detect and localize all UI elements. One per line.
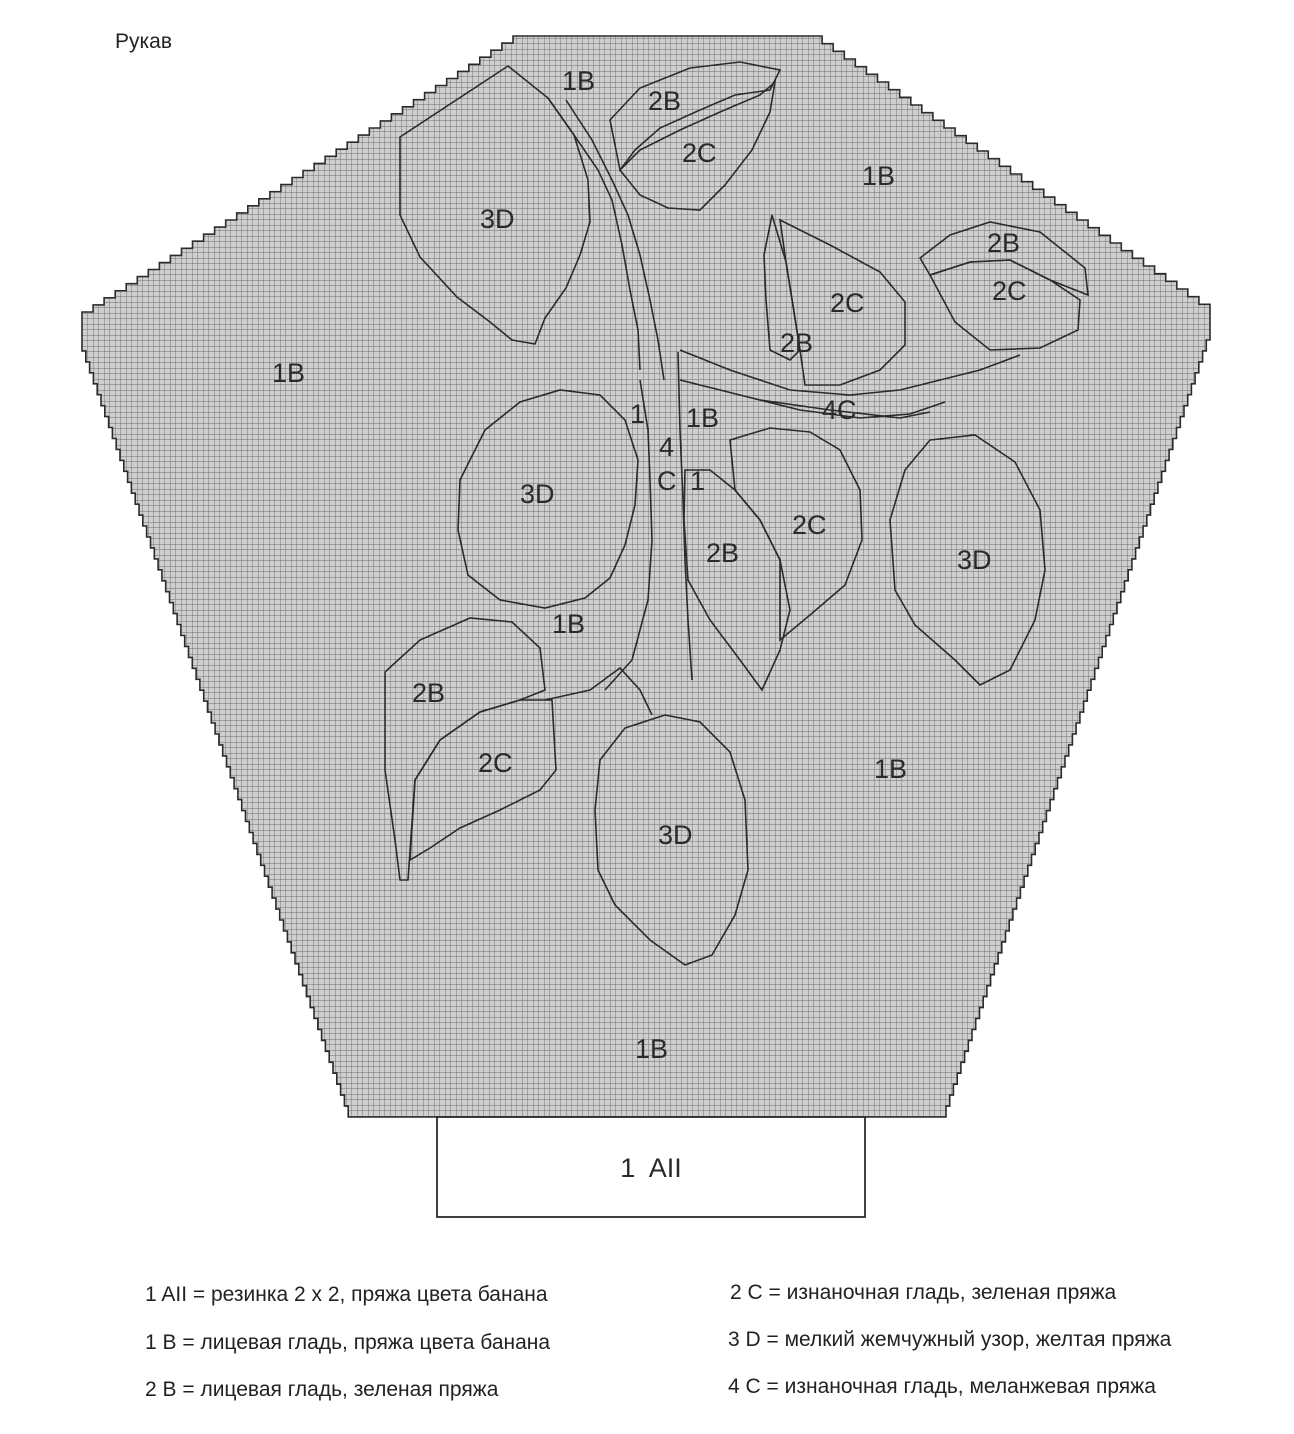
zone-label-1b-mid: 1B	[552, 609, 586, 639]
zone-label-2b-lower-left: 2B	[412, 678, 446, 708]
zone-label-3d-center: 3D	[520, 479, 555, 509]
zone-label-1b-bottom: 1B	[635, 1034, 669, 1064]
zone-label-2b-top: 2B	[648, 86, 682, 116]
legend-item-3d: 3 D = мелкий жемчужный узор, желтая пряжа	[728, 1328, 1172, 1351]
zone-label-2c-middle: 2C	[830, 288, 865, 318]
zone-label-3d-lower: 3D	[658, 820, 693, 850]
zone-label-1b-upper-right: 1B	[862, 161, 896, 191]
ribbing-label: 1 AII	[620, 1153, 682, 1183]
legend-item-2b: 2 В = лицевая гладь, зеленая пряжа	[145, 1378, 499, 1401]
zone-label-2b-right: 2B	[987, 228, 1021, 258]
zone-label-1-small: 1	[630, 399, 646, 429]
zone-label-2b-middle: 2B	[780, 328, 814, 358]
zone-label-c-vertical: C	[657, 466, 677, 496]
legend-item-4c: 4 С = изнаночная гладь, меланжевая пряжа	[728, 1375, 1156, 1398]
zone-label-1b-lower-right: 1B	[874, 754, 908, 784]
zone-label-2c-lower-left: 2C	[478, 748, 513, 778]
zone-label-2b-center: 2B	[706, 538, 740, 568]
zone-label-3d-right: 3D	[957, 545, 992, 575]
zone-label-4-vertical: 4	[659, 432, 675, 462]
legend-item-2c: 2 С = изнаночная гладь, зеленая пряжа	[730, 1281, 1117, 1304]
zone-label-1-vertical: 1	[690, 466, 706, 496]
zone-label-1b-left: 1B	[272, 358, 306, 388]
zone-label-1b-top: 1B	[562, 66, 596, 96]
zone-label-3d-upper-left: 3D	[480, 204, 515, 234]
zone-label-2c-center: 2C	[792, 510, 827, 540]
chart-title: Рукав	[115, 30, 172, 53]
zone-label-4c-center: 4C	[822, 395, 857, 425]
legend-item-1aii: 1 AII = резинка 2 х 2, пряжа цвета банана	[145, 1283, 548, 1306]
zone-label-1b-center: 1B	[686, 403, 720, 433]
zone-label-2c-right: 2C	[992, 276, 1027, 306]
legend-item-1b: 1 В = лицевая гладь, пряжа цвета банана	[145, 1331, 551, 1354]
zone-label-2c-top: 2C	[682, 138, 717, 168]
